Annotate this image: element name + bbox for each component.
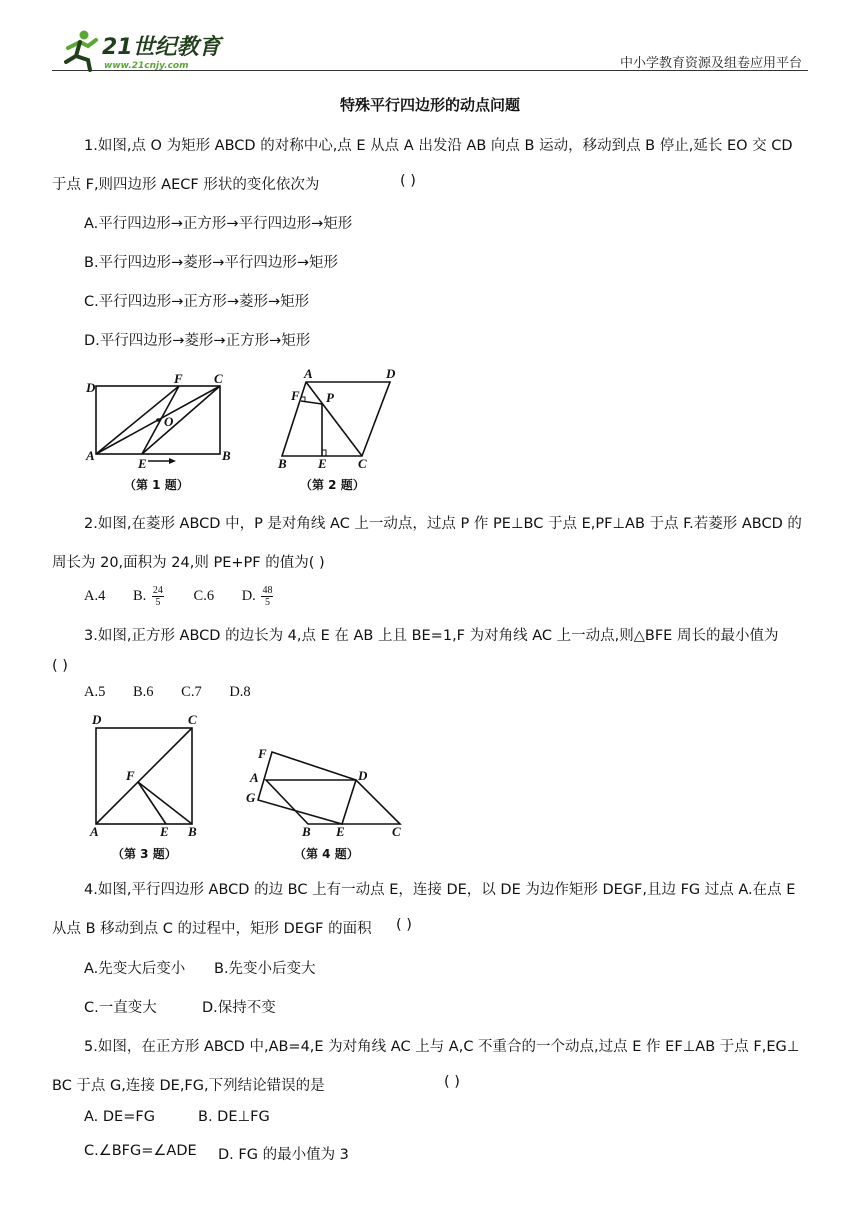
logo-text: 21世纪教育: [102, 35, 221, 60]
line-ec: [142, 386, 220, 454]
label-e: E: [160, 824, 169, 839]
q4-option-c: C.一直变大: [84, 1000, 157, 1016]
label-b: B: [222, 448, 231, 463]
point-o: [156, 418, 160, 422]
header-divider: [52, 70, 808, 71]
diagonal-ac: [96, 728, 192, 824]
q4-option-b: B.先变小后变大: [214, 961, 316, 977]
label-b: B: [278, 456, 287, 471]
label-a: A: [304, 366, 313, 381]
q4-option-d: D.保持不变: [202, 1000, 276, 1016]
segment-fe: [138, 782, 166, 824]
q2-line2: 周长为 20,面积为 24,则 PE+PF 的值为( ): [52, 555, 325, 571]
q1-line2: 于点 F,则四边形 AECF 形状的变化依次为: [52, 177, 320, 193]
q4-option-a: A.先变大后变小: [84, 961, 186, 977]
q5-option-d: D. FG 的最小值为 3: [218, 1147, 349, 1163]
page-title: 特殊平行四边形的动点问题: [339, 96, 520, 114]
q3-options: [84, 684, 251, 701]
q3-option-a: A.5: [84, 684, 106, 700]
line-fe: [142, 386, 179, 454]
q2-option-b-fraction: $\frac{24}{5}$: [152, 585, 163, 608]
caption-fig4: （第 4 题）: [294, 847, 359, 861]
figure-1: [84, 372, 244, 498]
q1-answer-paren: ( ): [400, 173, 416, 189]
q1-line1: 1.如图,点 O 为矩形 ABCD 的对称中心,点 E 从点 A 出发沿 AB 向点 B 运动，移动到点 B 停止,延长 EO 交 CD: [84, 138, 793, 154]
label-g: G: [246, 790, 256, 805]
runner-icon: [66, 31, 96, 71]
parallelogram-abcd: [266, 780, 400, 824]
label-b: B: [302, 824, 311, 839]
label-c: C: [188, 712, 197, 727]
platform-name: 中小学教育资源及组卷应用平台: [619, 56, 802, 71]
q3-option-b: B.6: [132, 684, 154, 700]
q3-option-c: C.7: [181, 684, 202, 700]
q2-line1: 2.如图,在菱形 ABCD 中，P 是对角线 AC 上一动点，过点 P 作 PE⊥BC 于点 E,PF⊥AB 于点 F.若菱形 ABCD 的: [84, 516, 802, 532]
q3-line1: 3.如图,正方形 ABCD 的边长为 4,点 E 在 AB 上且 BE=1,F 为对角线 AC 上一动点,则△BFE 周长的最小值为: [84, 628, 779, 644]
label-e: E: [138, 456, 147, 471]
label-a: A: [86, 448, 95, 463]
segment-pf: [301, 401, 322, 404]
q2-option-a: A.4: [84, 587, 106, 604]
label-e: E: [318, 456, 327, 471]
q5-option-a: A. DE=FG: [84, 1109, 155, 1125]
caption-fig1: （第 1 题）: [124, 478, 189, 492]
segment-fb: [138, 782, 192, 824]
figure-2: [270, 366, 410, 498]
label-f: F: [291, 388, 300, 403]
figure-3: [84, 708, 214, 868]
q5-answer-paren: ( ): [444, 1074, 460, 1090]
caption-fig3: （第 3 题）: [112, 847, 177, 861]
diagonal-ac: [306, 382, 362, 456]
q4-answer-paren: ( ): [396, 917, 412, 933]
label-d: D: [358, 768, 368, 783]
figure-4: [244, 740, 414, 868]
q2-options: [84, 585, 275, 608]
q4-line2: 从点 B 移动到点 C 的过程中，矩形 DEGF 的面积: [52, 921, 372, 937]
site-logo: [62, 28, 232, 74]
label-c: C: [358, 456, 367, 471]
q1-option-b: B.平行四边形→菱形→平行四边形→矩形: [84, 255, 339, 271]
caption-fig2: （第 2 题）: [300, 478, 365, 492]
label-a: A: [90, 824, 99, 839]
q2-option-b: B.: [132, 587, 147, 604]
q4-line1: 4.如图,平行四边形 ABCD 的边 BC 上有一动点 E，连接 DE，以 DE 为边作矩形 DEGF,且边 FG 过点 A.在点 E: [84, 882, 796, 898]
arrow-head-icon: [169, 458, 176, 464]
q5-option-c: C.∠BFG=∠ADE: [84, 1143, 197, 1159]
label-d: D: [86, 380, 96, 395]
q1-option-c: C.平行四边形→正方形→菱形→矩形: [84, 294, 310, 310]
label-c: C: [392, 824, 401, 839]
label-f: F: [258, 746, 267, 761]
q1-option-a: A.平行四边形→正方形→平行四边形→矩形: [84, 216, 353, 232]
q2-option-d-fraction: $\frac{48}{5}$: [262, 585, 273, 608]
label-d: D: [386, 366, 396, 381]
label-o: O: [164, 414, 174, 429]
label-d: D: [92, 712, 102, 727]
label-a: A: [250, 770, 259, 785]
q2-option-c: C.6: [193, 587, 215, 604]
label-b: B: [188, 824, 197, 839]
label-e: E: [336, 824, 345, 839]
q5-line1: 5.如图，在正方形 ABCD 中,AB=4,E 为对角线 AC 上与 A,C 不重合的一个动点,过点 E 作 EF⊥AB 于点 F,EG⊥: [84, 1039, 800, 1055]
logo-url: www.21cnjy.com: [104, 61, 189, 71]
label-f: F: [126, 768, 135, 783]
q1-option-d: D.平行四边形→菱形→正方形→矩形: [84, 333, 311, 349]
label-p: P: [326, 390, 334, 405]
q3-line2: ( ): [52, 658, 68, 674]
label-f: F: [174, 372, 183, 386]
label-c: C: [214, 372, 223, 386]
q3-option-d: D.8: [229, 684, 251, 700]
q2-option-d: D.: [241, 587, 256, 604]
q5-option-b: B. DE⊥FG: [198, 1109, 270, 1125]
q5-line2: BC 于点 G,连接 DE,FG,下列结论错误的是: [52, 1078, 325, 1094]
